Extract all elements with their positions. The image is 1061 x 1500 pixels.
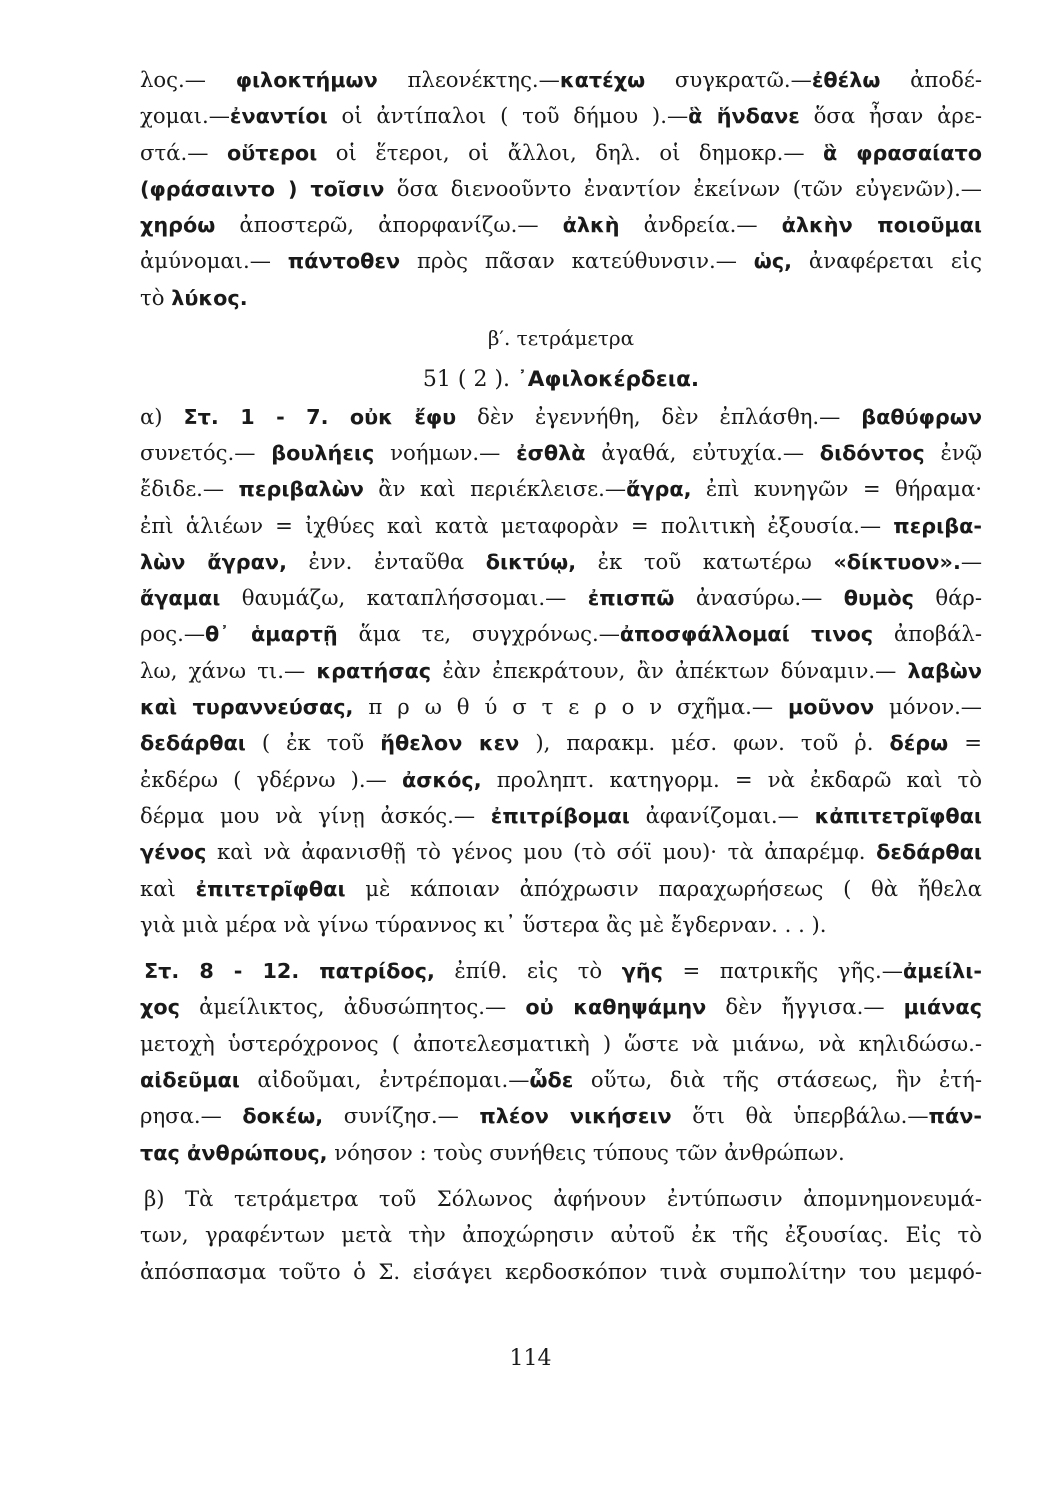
gloss: ἀποστερῶ, ἀπορφανίζω.—: [215, 212, 563, 238]
gloss: συνετός.—: [140, 439, 272, 465]
lemma: Στ. 8 - 12. πατρίδος,: [144, 959, 435, 984]
lemma: περιβαλὼν: [238, 477, 364, 502]
gloss: α): [140, 403, 184, 429]
gloss: ἀμείλικτος, ἀδυσώπητος.—: [179, 994, 526, 1020]
gloss: =: [948, 730, 982, 756]
gloss: ρησα.—: [140, 1103, 243, 1129]
lemma: ἀμείλι-: [902, 959, 982, 984]
gloss: προληπτ. κατηγορμ. = νὰ ἐκδαρῶ καὶ τὸ: [481, 766, 982, 792]
lemma: ἄγαμαι: [140, 586, 221, 611]
text-line: [140, 653, 982, 689]
gloss: ἅμα τε, συγχρόνως.—: [337, 621, 620, 647]
text-line: [140, 508, 982, 544]
lemma: (φράσαιντο ) τοῖσιν: [140, 176, 385, 201]
lemma: ἐθέλω: [811, 68, 881, 92]
text-line: [140, 171, 982, 207]
text-line: [140, 798, 982, 834]
lemma: θ᾿ ἁμαρτῇ: [205, 622, 338, 647]
gloss: —: [960, 548, 983, 574]
gloss: ὅτι θὰ ὑπερβάλω.—: [671, 1103, 929, 1129]
gloss: β′. τετράμετρα: [487, 326, 635, 351]
gloss: ἐκδέρω ( γδέρνω ).—: [140, 766, 402, 792]
text-line: [140, 1062, 982, 1098]
gloss: δὲν ἤγγισα.—: [706, 994, 904, 1020]
gloss: μὲ κάποιαν ἀπόχρωσιν παραχωρήσεως ( θὰ ἤθελα: [345, 875, 982, 901]
lemma: δικτύῳ,: [485, 549, 577, 574]
text-line: [140, 1254, 982, 1290]
gloss: θάρ-: [913, 585, 983, 611]
text-line: [140, 1135, 982, 1171]
gloss: ἀποδέ-: [880, 67, 983, 92]
text-line: [140, 98, 982, 134]
gloss: συνίζησ.—: [323, 1103, 480, 1129]
text-line: [140, 689, 982, 725]
gloss: οἱ ἕτεροι, οἱ ἄλλοι, δηλ. οἱ δημοκρ.—: [317, 139, 824, 165]
lemma: δοκέω,: [242, 1104, 324, 1129]
gloss: 51 ( 2 ).: [422, 367, 518, 393]
gloss: ἀγαθά, εὐτυχία.—: [585, 439, 820, 465]
lemma: λαβὼν: [907, 658, 982, 683]
text-line: [140, 1098, 982, 1134]
gloss: ἐπίθ. εἰς τὸ: [434, 958, 622, 984]
lemma: αἰδεῦμαι: [140, 1068, 240, 1093]
page-number: 114: [509, 1346, 552, 1371]
gloss: καὶ νὰ ἀφανισθῇ τὸ γένος μου (τὸ σόϊ μου)· τὰ ἀπαρέμφ.: [206, 839, 877, 865]
gloss: ἐνν. ἐνταῦθα: [286, 548, 486, 574]
gloss: ὅσα ἦσαν ἀρε-: [799, 103, 982, 129]
lemma: βαθύφρων: [861, 404, 982, 429]
lemma: δέρω: [889, 731, 949, 756]
lemma: δεδάρθαι: [140, 731, 246, 756]
lemma: ᾿Αφιλοκέρδεια.: [517, 367, 700, 393]
lemma: λὼν ἄγραν,: [140, 549, 287, 574]
text-line: [140, 62, 982, 98]
gloss: θαυμάζω, καταπλήσσομαι.—: [220, 585, 588, 611]
gloss: ἐπὶ ἁλιέων = ἰχθύες καὶ κατὰ μεταφορὰν = πολιτικὴ ἐξουσία.—: [140, 512, 894, 538]
text-line: [140, 135, 982, 171]
lemma: πάν-: [928, 1104, 982, 1129]
poem-heading: [140, 362, 982, 398]
lemma: ἐπιτρίβομαι: [490, 803, 630, 828]
gloss: γιὰ μιὰ μέρα νὰ γίνω τύραννος κι᾿ ὕστερα ἂς μὲ ἔγδερναν. . . ).: [140, 911, 827, 937]
text-line: [140, 1181, 982, 1217]
gloss: ἀφανίζομαι.—: [629, 802, 815, 828]
gloss: νοήμων.—: [374, 439, 517, 465]
lemma: κατέχω: [559, 68, 646, 92]
gloss: χομαι.—: [140, 103, 230, 129]
gloss: π ρ ω θ ύ σ τ ε ρ ο ν σχῆμα.—: [353, 694, 788, 720]
text-line: [140, 616, 982, 652]
gloss: ἂν καὶ περιέκλεισε.—: [363, 476, 627, 502]
text-line: [140, 834, 982, 870]
gloss: ἀνασύρω.—: [674, 585, 844, 611]
text-line: [140, 580, 982, 616]
gloss: ἀπόσπασμα τοῦτο ὁ Σ. εἰσάγει κερδοσκόπον τινὰ συμπολίτην του μεμφό-: [140, 1258, 982, 1284]
gloss: πλεονέκτης.—: [377, 67, 560, 92]
gloss: β) Τὰ τετράμετρα τοῦ Σόλωνος ἀφήνουν ἐντύπωσιν ἀπομνημονευμά-: [144, 1185, 982, 1211]
gloss: ὅσα διενοοῦντο ἐναντίον ἐκείνων (τῶν εὐγενῶν).—: [384, 175, 982, 201]
lemma: ἀλκὴ: [562, 213, 620, 238]
gloss: οἱ ἀντίπαλοι ( τοῦ δήμου ).—: [327, 103, 689, 129]
commentary-text: [140, 62, 982, 1290]
section-heading: [140, 320, 982, 356]
gloss: ἐὰν ἐπεκράτουν, ἂν ἀπέκτων δύναμιν.—: [431, 657, 908, 683]
lemma: τας ἀνθρώπους,: [140, 1140, 328, 1165]
lemma: θυμὸς: [843, 586, 914, 611]
lemma: μοῦνον: [787, 695, 875, 720]
gloss: ἐνῷ: [924, 439, 982, 465]
lemma: ἄγρα,: [626, 477, 692, 502]
gloss: μετοχὴ ὑστερόχρονος ( ἀποτελεσματικὴ ) ὥστε νὰ μιάνω, νὰ κηλιδώσω.-: [140, 1030, 982, 1056]
text-line: [140, 399, 982, 435]
lemma: «δίκτυον».: [833, 549, 961, 574]
text-line: [140, 544, 982, 580]
lemma: πλέον νικήσειν: [479, 1104, 672, 1129]
gloss: ), παρακμ. μέσ. φων. τοῦ ῥ.: [519, 730, 890, 756]
lemma: ἃ ἥνδανε: [688, 104, 800, 129]
text-line: [140, 989, 982, 1025]
lemma: διδόντος: [819, 440, 925, 465]
lemma: δεδάρθαι: [876, 840, 982, 865]
gloss: νόησον : τοὺς συνήθεις τύπους τῶν ἀνθρώπων.: [327, 1139, 845, 1165]
gloss: ἔδιδε.—: [140, 476, 239, 502]
lemma: κἀπιτετρῖφθαι: [814, 803, 982, 828]
lemma: ἤθελον κεν: [380, 731, 520, 756]
gloss: αἰδοῦμαι, ἐντρέπομαι.—: [239, 1067, 530, 1093]
text-line: [140, 953, 982, 989]
text-line: [140, 871, 982, 907]
text-line: [140, 1026, 982, 1062]
lemma: Στ. 1 - 7. οὐκ ἔφυ: [183, 404, 457, 429]
gloss: = πατρικῆς γῆς.—: [662, 958, 903, 984]
lemma: ἀσκός,: [401, 767, 482, 792]
lemma: γένος: [140, 840, 207, 865]
gloss: καὶ: [140, 875, 196, 901]
gloss: των, γραφέντων μετὰ τὴν ἀποχώρησιν αὐτοῦ ἐκ τῆς ἐξουσίας. Εἰς τὸ: [140, 1222, 982, 1248]
gloss: τὸ: [140, 284, 172, 310]
lemma: χος: [140, 995, 180, 1020]
lemma: ἐπιτετρῖφθαι: [195, 876, 346, 901]
gloss: ( ἐκ τοῦ: [245, 730, 381, 756]
text-line: [140, 280, 982, 316]
gloss: ρος.—: [140, 621, 206, 647]
gloss: δὲν ἐγεννήθη, δὲν ἐπλάσθη.—: [456, 403, 862, 429]
gloss: λω, χάνω τι.—: [140, 657, 317, 683]
gloss: συγκρατῶ.—: [645, 67, 812, 92]
text-line: [140, 907, 982, 943]
lemma: ἃ φρασαίατο: [823, 140, 982, 165]
gloss: ἀναφέρεται εἰς: [792, 248, 983, 274]
gloss: ἀποβάλ-: [873, 621, 983, 647]
lemma: ἐσθλὰ: [516, 440, 586, 465]
gloss: πρὸς πᾶσαν κατεύθυνσιν.—: [400, 248, 754, 274]
lemma: ἐναντίοι: [229, 104, 328, 129]
text-line: [140, 207, 982, 243]
text-line: [140, 1217, 982, 1253]
gloss: οὕτω, διὰ τῆς στάσεως, ἣν ἐτή-: [573, 1067, 982, 1093]
lemma: χηρόω: [140, 213, 216, 238]
text-line: [140, 471, 982, 507]
lemma: κρατήσας: [316, 658, 432, 683]
gloss: ἐκ τοῦ κατωτέρω: [576, 548, 834, 574]
text-line: [140, 435, 982, 471]
lemma: ἀποσφάλλομαί τινος: [619, 622, 874, 647]
lemma: οὕτεροι: [226, 140, 318, 165]
lemma: καὶ τυραννεύσας,: [140, 695, 354, 720]
lemma: πάντοθεν: [287, 249, 401, 274]
gloss: δέρμα μου νὰ γίνῃ ἀσκός.—: [140, 802, 491, 828]
lemma: ἀλκὴν ποιοῦμαι: [781, 213, 982, 238]
lemma: ὡς,: [753, 249, 793, 274]
lemma: φιλοκτήμων: [235, 68, 378, 92]
lemma: ἐπισπῶ: [587, 586, 675, 611]
gloss: στά.—: [140, 139, 227, 165]
text-line: [140, 243, 982, 279]
lemma: βουλήεις: [271, 440, 375, 465]
lemma: οὐ καθηψάμην: [525, 995, 707, 1020]
gloss: ἀνδρεία.—: [619, 212, 782, 238]
lemma: περιβα-: [893, 513, 982, 538]
gloss: μόνον.—: [874, 694, 982, 720]
text-line: [140, 762, 982, 798]
lemma: ὧδε: [529, 1068, 574, 1093]
gloss: ἐπὶ κυνηγῶν = θήραμα·: [691, 476, 982, 502]
gloss: λος.—: [140, 67, 236, 92]
lemma: μιάνας: [903, 995, 982, 1020]
gloss: ἀμύνομαι.—: [140, 248, 288, 274]
text-line: [140, 725, 982, 761]
lemma: λύκος.: [171, 285, 248, 310]
lemma: γῆς: [621, 959, 663, 984]
